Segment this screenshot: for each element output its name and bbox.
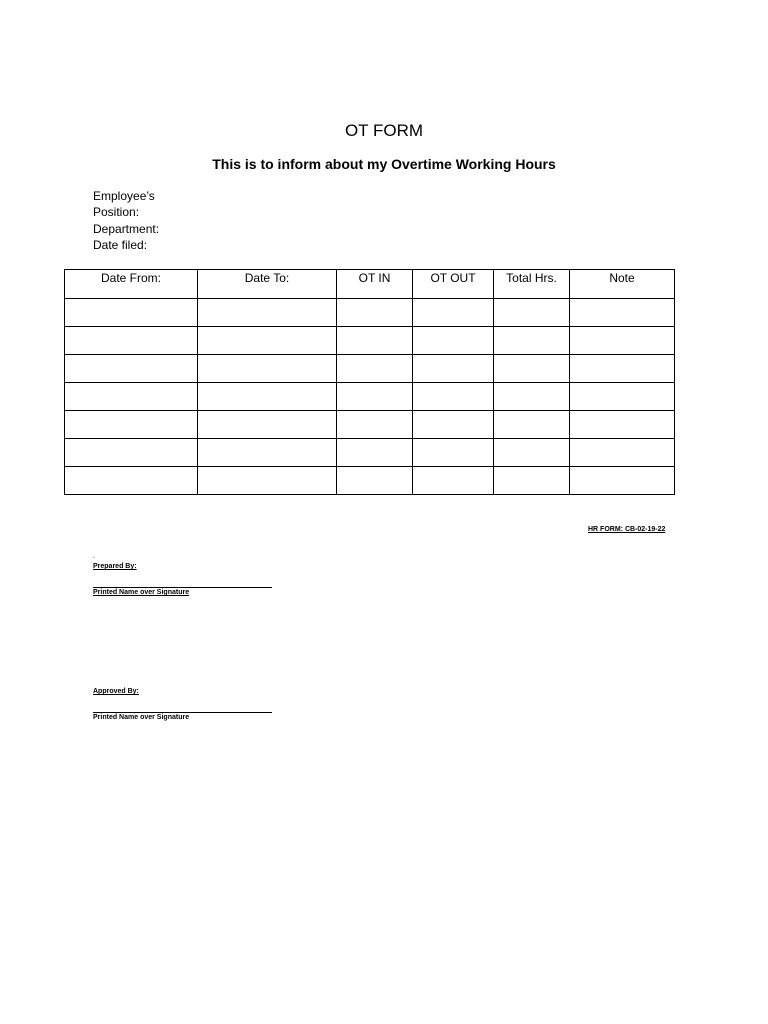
header-note: Note	[570, 270, 675, 299]
table-cell	[494, 467, 570, 495]
header-ot-in: OT IN	[337, 270, 413, 299]
form-subtitle: This is to inform about my Overtime Working Hours	[212, 156, 556, 172]
table-cell	[570, 355, 675, 383]
table-cell	[198, 327, 337, 355]
table-cell	[65, 439, 198, 467]
overtime-table	[64, 269, 675, 495]
field-position: Position:	[93, 205, 140, 220]
table-row	[65, 355, 675, 383]
table-cell	[494, 383, 570, 411]
table-cell	[198, 411, 337, 439]
prepared-by-block	[93, 563, 272, 596]
table-cell	[413, 467, 494, 495]
table-row	[65, 327, 675, 355]
field-employee: Employee’s	[93, 189, 155, 203]
table-cell	[65, 383, 198, 411]
table-row	[65, 411, 675, 439]
table-row	[65, 467, 675, 495]
table-cell	[337, 355, 413, 383]
table-cell	[413, 383, 494, 411]
table-cell	[494, 299, 570, 327]
table-cell	[570, 327, 675, 355]
table-cell	[65, 327, 198, 355]
table-cell	[65, 299, 198, 327]
table-cell	[494, 327, 570, 355]
table-cell	[570, 383, 675, 411]
table-cell	[337, 467, 413, 495]
table-cell	[337, 383, 413, 411]
table-cell	[65, 411, 198, 439]
field-date-filed: Date filed:	[93, 237, 148, 252]
table-cell	[413, 411, 494, 439]
table-row	[65, 439, 675, 467]
field-department: Department:	[93, 221, 160, 236]
header-date-to: Date To:	[198, 270, 337, 299]
table-cell	[198, 383, 337, 411]
table-cell	[198, 355, 337, 383]
approved-signature-line	[93, 712, 272, 713]
approved-by-label: Approved By:	[93, 688, 139, 695]
header-total-hrs: Total Hrs.	[494, 270, 570, 299]
table-cell	[337, 299, 413, 327]
table-cell	[198, 467, 337, 495]
table-cell	[494, 355, 570, 383]
prepared-signature-line	[93, 587, 272, 588]
table-cell	[494, 411, 570, 439]
table-cell	[570, 439, 675, 467]
approved-printed-name: Printed Name over Signature	[93, 714, 190, 721]
table-cell	[570, 411, 675, 439]
table-header-row	[65, 270, 675, 299]
table-cell	[413, 439, 494, 467]
table-cell	[494, 439, 570, 467]
table-cell	[570, 467, 675, 495]
header-ot-out: OT OUT	[413, 270, 494, 299]
table-cell	[413, 327, 494, 355]
employee-fields	[93, 188, 159, 253]
table-cell	[337, 327, 413, 355]
table-cell	[198, 439, 337, 467]
header-date-from: Date From:	[65, 270, 198, 299]
table-cell	[198, 299, 337, 327]
hr-form-code: HR FORM: CB-02-19-22	[588, 526, 666, 533]
table-body	[65, 299, 675, 495]
table-cell	[413, 355, 494, 383]
table-cell	[337, 411, 413, 439]
table-row	[65, 299, 675, 327]
table-row	[65, 383, 675, 411]
table-cell	[65, 467, 198, 495]
table-cell	[337, 439, 413, 467]
stray-dot: .	[93, 553, 95, 560]
prepared-printed-name: Printed Name over Signature	[93, 589, 190, 596]
table-cell	[413, 299, 494, 327]
approved-by-block	[93, 688, 272, 721]
table-cell	[65, 355, 198, 383]
table-cell	[570, 299, 675, 327]
form-title: OT FORM	[344, 121, 424, 140]
prepared-by-label: Prepared By:	[93, 563, 137, 570]
